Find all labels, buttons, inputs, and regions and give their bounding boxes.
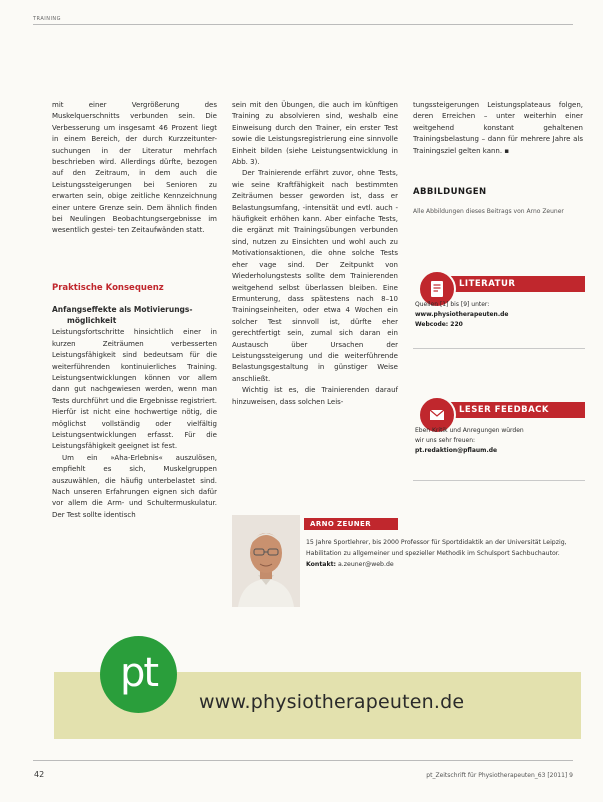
author-bio [306, 537, 580, 570]
pt-logo [100, 636, 177, 713]
banner-url[interactable]: www.physiotherapeuten.de [199, 691, 465, 713]
journal-citation: pt_Zeitschrift für Physiotherapeuten_63 [2011] 9 [426, 772, 573, 779]
sub-heading [52, 304, 217, 326]
text-column-3 [413, 100, 583, 218]
pt-logo-text: pt [119, 649, 158, 696]
author-photo [232, 515, 300, 607]
body-paragraph: Wichtig ist es, die Trainierenden darauf hinzuweisen, dass solchen Leis- [232, 386, 398, 406]
author-contact-label: Kontakt: [306, 561, 337, 568]
author-name: ARNO ZEUNER [304, 518, 398, 530]
body-paragraph: Der Trainierende erfährt zuvor, ohne Tests, wie seine Kraftfähigkeit nach bestimmten Zeiträumen besser geworden ist, dass er Belastungsumfang, -intensität und evtl. auch -häufigkeit erhöhen kann. Aber einfache Tests, die ergänzt mit Trainingsübungen verbunden sind, nutzen zu Einsichten und wohl auch zu Motivationsaktionen, die ohne solche Tests eher vage sind. Der Zeitpunkt von Wiederholungstests sollte dem Trainierenden weitgehend selbst überlassen bleiben. Eine Ermunterung, dass spätestens nach 8–10 Trainingseinheiten, oder etwa 4 Wochen ein solcher Test sinnvoll ist, dürfte eher gerechtfertigt sein, zumal sich daran ein Austausch über Ursachen der Leistungssteigerung und die weiterführende Belastungsgestaltung in günstiger Weise anschließt. [232, 169, 398, 383]
literature-title: LITERATUR [447, 276, 585, 292]
figures-heading: ABBILDUNGEN [413, 187, 487, 198]
body-paragraph: mit einer Vergrößerung des Muskelquerschnitts verbunden sein. Die Verbesserung um insgesamt 46 Prozent liegt in einem Bereich, der durch Kurzzeitunter- suchungen in der Literatur mehrfach beschrieben wird. Allerdings dürfte, bezogen auf den Zeitraum, in dem auch die Leistungssteigerungen bei Senioren zu erwarten sein, obige zeitliche Kennzeichnung einer untere Grenze sein. Dem ähnlich finden bei Neulingen Beobachtungsergebnisse im wesentlich gestei- ten Zeitaufwänden statt. [52, 101, 217, 235]
author-contact-email[interactable]: a.zeuner@web.de [338, 561, 394, 568]
feedback-email-link[interactable]: pt.redaktion@pflaum.de [415, 447, 498, 454]
feedback-body [413, 426, 585, 481]
figures-credit: Alle Abbildungen dieses Beitrags von Arno Zeuner [413, 208, 564, 216]
page-number: 42 [34, 770, 45, 779]
literature-url-link[interactable]: www.physiotherapeuten.de [415, 311, 509, 318]
feedback-line: wir uns sehr freuen: [415, 437, 476, 444]
body-paragraph: sein mit den Übungen, die auch im künftigen Training zu absolvieren sind, weshalb eine Einweisung durch den Trainer, ein erster Test sowie die Leistungsregistrierung eine sinnvolle Einheit bilden (siehe Leistungsentwicklung in Abb. 3). [232, 101, 398, 167]
text-column-1 [52, 100, 217, 521]
author-block [232, 515, 584, 607]
feedback-line: Eben Kritik und Anregungen würden [415, 427, 524, 434]
literature-box [413, 270, 585, 350]
literature-line: Quellen [1] bis [9] unter: [415, 301, 490, 308]
literature-webcode: Webcode: 220 [415, 321, 463, 328]
text-column-2 [232, 100, 398, 408]
section-heading: Praktische Konsequenz [52, 282, 164, 293]
sub-heading-line-1: Anfangseffekte als Motivierungs- [52, 305, 193, 315]
feedback-box [413, 396, 585, 481]
footer-rule [33, 760, 573, 761]
body-paragraph: tungssteigerungen Leistungsplateaus folgen, deren Erreichen – unter weiterhin einer weitgehend konstant gehaltenen Trainingsbelastung – dann für mehrere Jahre als Trainingsziel gelten kann. ▪ [413, 101, 583, 155]
sub-heading-line-2: möglichkeit [67, 316, 117, 326]
feedback-title: LESER FEEDBACK [447, 402, 585, 418]
running-header: TRAINING [33, 16, 62, 22]
body-paragraph: Um ein »Aha-Erlebnis« auszulösen, empfiehlt es sich, Muskelgruppen auszuwählen, die häufig unterbelastet sind. Nach unseren Erfahrungen eignen sich dafür vor allem die Arm- und Schultermuskulatur. Der Test sollte identisch [52, 453, 217, 519]
body-paragraph: Leistungsfortschritte hinsichtlich einer in kurzen Zeiträumen verbesserten Leistungsfähigkeit sind bedeutsam für die weiterführenden kontinuierliches Training. Leistungsentwicklungen können vor allem dann gut nachgewiesen werden, wenn man Tests durchführt und die Ergebnisse registriert. Hierfür ist nicht eine hochwertige nötig, die möglichst vollständig oder vielfältig Leistungsentwicklungen erfasst. Für die Leistungsfähigkeit geeignet ist fest. [52, 328, 217, 451]
author-bio-text: 15 Jahre Sportlehrer, bis 2000 Professor für Sportdidaktik an der Universität Leipzig, Habilitation zu allgemeiner und spezieller Methodik im Schulsport Sachbuchautor. [306, 539, 567, 557]
header-rule [33, 24, 573, 25]
literature-body [413, 300, 585, 349]
